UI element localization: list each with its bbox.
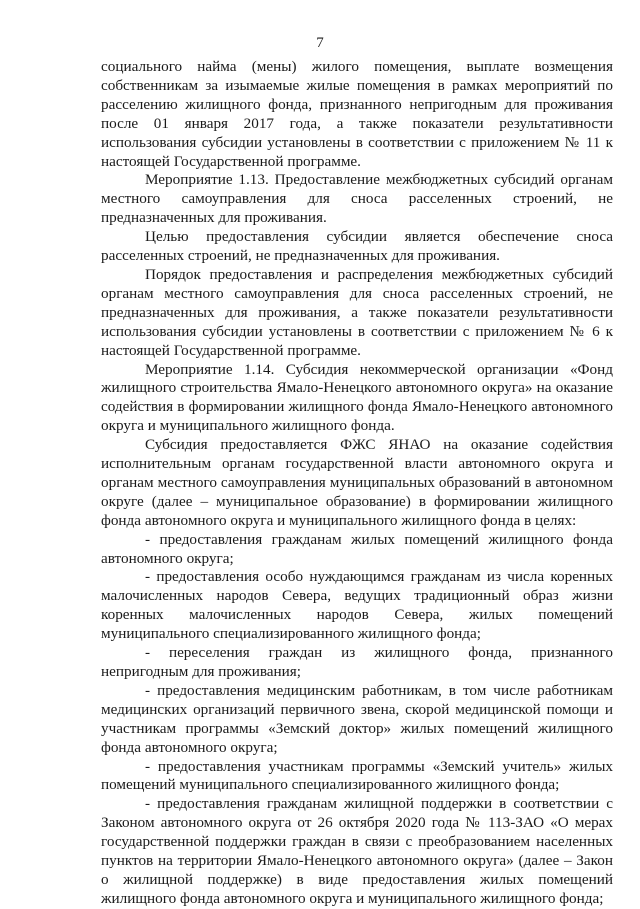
paragraph-subsidy-purposes: Субсидия предоставляется ФЖС ЯНАО на оказание содействия исполнительным органам государственной власти автономного округа и органам местного самоуправления муниципальных образований в автономном округе (далее – муниципальное образование) в формировании жилищного фонда автономного округа и муниципального жилищного фонда в целях:	[101, 436, 613, 529]
list-item: - предоставления медицинским работникам, в том числе работникам медицинских организаций первичного звена, скорой медицинской помощи и участникам программы «Земский доктор» жилых помещений жилищного фонда автономного округа;	[101, 681, 613, 756]
document-body	[101, 58, 613, 909]
list-item: - предоставления участникам программы «Земский учитель» жилых помещений муниципального специализированного жилищного фонда;	[101, 757, 613, 794]
paragraph-continuation: социального найма (мены) жилого помещения, выплате возмещения собственникам за изымаемые жилые помещения в рамках мероприятий по расселению жилищного фонда, признанного непригодным для проживания после 01 января 2017 года, а также показатели результативности использования субсидии установлены в соответствии с приложением № 11 к настоящей Государственной программе.	[101, 58, 613, 170]
list-item: - предоставления особо нуждающимся гражданам из числа коренных малочисленных народов Севера, ведущих традиционный образ жизни коренных малочисленных народов Севера, жилых помещений муниципального специализированного жилищного фонда;	[101, 568, 613, 643]
paragraph-subsidy-goal: Целью предоставления субсидии является обеспечение сноса расселенных строений, не предназначенных для проживания.	[101, 228, 613, 265]
page-number: 7	[316, 35, 324, 51]
list-item: - предоставления гражданам жилищной поддержки в соответствии с Законом автономного округа от 26 октября 2020 года № 113-ЗАО «О мерах государственной поддержки граждан в связи с преобразованием населенных пунктов на территории Ямало-Ненецкого автономного округа» (далее – Закон о жилищной поддержке) в виде предоставления жилых помещений жилищного фонда автономного округа и муниципального жилищного фонда;	[101, 795, 613, 907]
paragraph-measure-1-13: Мероприятие 1.13. Предоставление межбюджетных субсидий органам местного самоуправления для сноса расселенных строений, не предназначенных для проживания.	[101, 171, 613, 227]
list-item: - переселения граждан из жилищного фонда, признанного непригодным для проживания;	[101, 644, 613, 680]
paragraph-measure-1-14: Мероприятие 1.14. Субсидия некоммерческой организации «Фонд жилищного строительства Ямало-Ненецкого автономного округа» на оказание содействия в формировании жилищного фонда Ямало-Ненецкого автономного округа и муниципального жилищного фонда.	[101, 360, 613, 435]
list-item: - предоставления гражданам жилых помещений жилищного фонда автономного округа;	[101, 530, 613, 567]
paragraph-subsidy-procedure: Порядок предоставления и распределения межбюджетных субсидий органам местного самоуправления для сноса расселенных строений, не предназначенных для проживания, а также показатели результативности использования субсидии установлены в соответствии с приложением № 6 к настоящей Государственной программе.	[101, 265, 613, 359]
